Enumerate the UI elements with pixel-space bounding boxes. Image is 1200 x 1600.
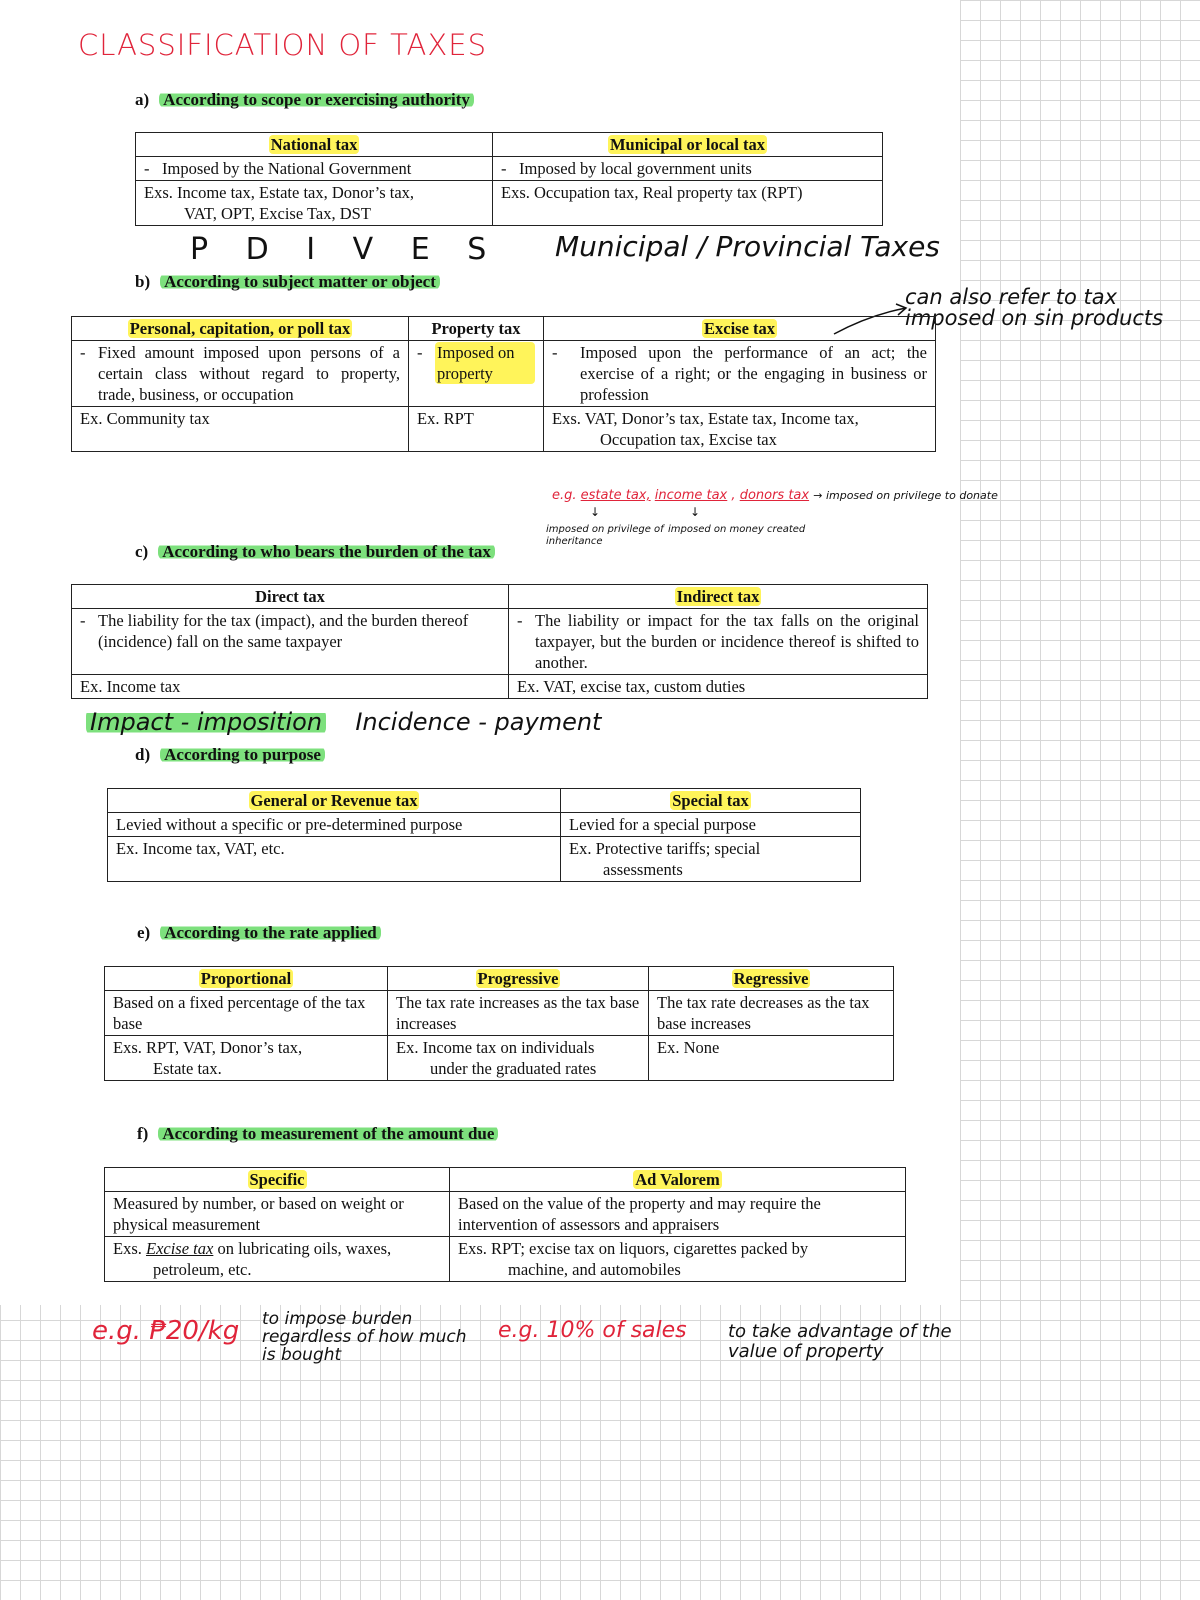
table-row (136, 181, 883, 226)
table-cell: - Imposed on property (409, 341, 544, 407)
table-row (105, 1192, 906, 1237)
table-row (105, 991, 894, 1036)
advalorem-purpose-note: to take advantage of the value of property (728, 1321, 952, 1362)
impact-note (86, 708, 601, 736)
table-row (72, 675, 928, 699)
section-heading-text: According to scope or exercising authority (159, 90, 474, 109)
table-row (72, 609, 928, 675)
table-cell: Ex. Protective tariffs; special assessments (561, 837, 861, 882)
table-header-row (105, 967, 894, 991)
note-text: donors tax (739, 488, 810, 503)
note-line: can also refer to tax (905, 285, 1118, 309)
section-c-heading (135, 542, 495, 562)
column-header: General or Revenue tax (108, 789, 561, 813)
table-header-row (136, 133, 883, 157)
section-letter: a) (135, 90, 150, 109)
table-rate (104, 966, 894, 1081)
table-header-row (72, 317, 936, 341)
table-cell: Exs. VAT, Donor’s tax, Estate tax, Income tax, Occupation tax, Excise tax (544, 407, 936, 452)
column-header: Direct tax (72, 585, 509, 609)
table-cell: - Imposed upon the performance of an act; the exercise of a right; or the engaging in business or profession (544, 341, 936, 407)
down-arrow-icon: ↓ (690, 505, 701, 519)
column-header: Special tax (561, 789, 861, 813)
table-row (108, 837, 861, 882)
table-cell: Ex. VAT, excise tax, custom duties (509, 675, 928, 699)
section-a-heading (135, 90, 474, 110)
note-text: e.g. (552, 488, 577, 503)
column-header: Municipal or local tax (493, 133, 883, 157)
table-cell: Ex. Community tax (72, 407, 409, 452)
table-cell: Ex. Income tax on individuals under the graduated rates (388, 1036, 649, 1081)
column-header: Property tax (409, 317, 544, 341)
column-header: National tax (136, 133, 493, 157)
specific-purpose-note: to impose burden regardless of how much is bought (262, 1309, 467, 1365)
table-cell: Ex. Income tax, VAT, etc. (108, 837, 561, 882)
table-burden (71, 584, 928, 699)
table-cell: Exs. Excise tax on lubricating oils, waxes, petroleum, etc. (105, 1237, 450, 1282)
specific-example-note: e.g. ₱20/kg (92, 1316, 240, 1346)
note-text: income tax (654, 488, 728, 503)
section-b-heading (135, 272, 440, 292)
section-letter: e) (137, 923, 151, 942)
column-header: Progressive (388, 967, 649, 991)
table-measurement (104, 1167, 906, 1282)
section-d-heading (135, 745, 325, 765)
section-heading-text: According to subject matter or object (160, 272, 440, 291)
table-cell: - Imposed by the National Government (136, 157, 493, 181)
table-row (105, 1237, 906, 1282)
section-letter: b) (135, 272, 151, 291)
section-e-heading (137, 923, 381, 943)
podives-note: P D I V E S (190, 232, 501, 267)
table-cell: Exs. Income tax, Estate tax, Donor’s tax, VAT, OPT, Excise Tax, DST (136, 181, 493, 226)
section-letter: f) (137, 1124, 149, 1143)
section-letter: c) (135, 542, 149, 561)
table-header-row (72, 585, 928, 609)
section-letter: d) (135, 745, 151, 764)
table-cell: - Fixed amount imposed upon persons of a certain class without regard to property, trade, business, or occupation (72, 341, 409, 407)
table-cell: Based on the value of the property and may require the intervention of assessors and appraisers (450, 1192, 906, 1237)
table-cell: Levied without a specific or pre-determined purpose (108, 813, 561, 837)
column-header: Proportional (105, 967, 388, 991)
table-cell: - The liability or impact for the tax falls on the original taxpayer, but the burden or incidence thereof is shifted to another. (509, 609, 928, 675)
section-heading-text: According to the rate applied (160, 923, 380, 942)
table-row (72, 341, 936, 407)
estate-note: imposed on privilege of inheritance (546, 524, 664, 547)
table-header-row (105, 1168, 906, 1192)
table-purpose (107, 788, 861, 882)
note-text: Impact - imposition (86, 708, 326, 736)
sin-products-note (905, 287, 1163, 329)
table-cell: Ex. None (649, 1036, 894, 1081)
table-cell: Ex. RPT (409, 407, 544, 452)
note-text: estate tax, (580, 488, 651, 503)
column-header: Indirect tax (509, 585, 928, 609)
table-cell: The tax rate increases as the tax base increases (388, 991, 649, 1036)
table-row (108, 813, 861, 837)
table-cell: Exs. RPT; excise tax on liquors, cigarettes packed by machine, and automobiles (450, 1237, 906, 1282)
section-heading-text: According to purpose (160, 745, 325, 764)
column-header: Regressive (649, 967, 894, 991)
table-cell: Based on a fixed percentage of the tax base (105, 991, 388, 1036)
column-header: Excise tax (544, 317, 936, 341)
advalorem-example-note: e.g. 10% of sales (498, 1318, 687, 1343)
table-header-row (108, 789, 861, 813)
table-row (72, 407, 936, 452)
municipal-note: Municipal / Provincial Taxes (555, 230, 940, 263)
income-note: imposed on money created (668, 524, 806, 535)
column-header: Ad Valorem (450, 1168, 906, 1192)
section-heading-text: According to measurement of the amount due (158, 1124, 498, 1143)
table-cell: Exs. Occupation tax, Real property tax (RPT) (493, 181, 883, 226)
table-row (105, 1036, 894, 1081)
section-f-heading (137, 1124, 498, 1144)
table-cell: Levied for a special purpose (561, 813, 861, 837)
examples-note: e.g. estate tax, income tax , donors tax → imposed on privilege to donate (552, 488, 998, 503)
table-cell: - The liability for the tax (impact), and the burden thereof (incidence) fall on the same taxpayer (72, 609, 509, 675)
section-heading-text: According to who bears the burden of the tax (158, 542, 495, 561)
note-text: Incidence - payment (355, 708, 602, 736)
table-row (136, 157, 883, 181)
table-cell: Ex. Income tax (72, 675, 509, 699)
table-cell: - Imposed by local government units (493, 157, 883, 181)
table-cell: Exs. RPT, VAT, Donor’s tax, Estate tax. (105, 1036, 388, 1081)
table-cell: The tax rate decreases as the tax base increases (649, 991, 894, 1036)
table-scope (135, 132, 883, 226)
table-subject-matter (71, 316, 936, 452)
table-cell: Measured by number, or based on weight or physical measurement (105, 1192, 450, 1237)
column-header: Specific (105, 1168, 450, 1192)
page-title: CLASSIFICATION OF TAXES (78, 28, 487, 62)
down-arrow-icon: ↓ (590, 505, 601, 519)
column-header: Personal, capitation, or poll tax (72, 317, 409, 341)
note-text: → imposed on privilege to donate (813, 489, 998, 502)
note-line: imposed on sin products (905, 306, 1164, 330)
